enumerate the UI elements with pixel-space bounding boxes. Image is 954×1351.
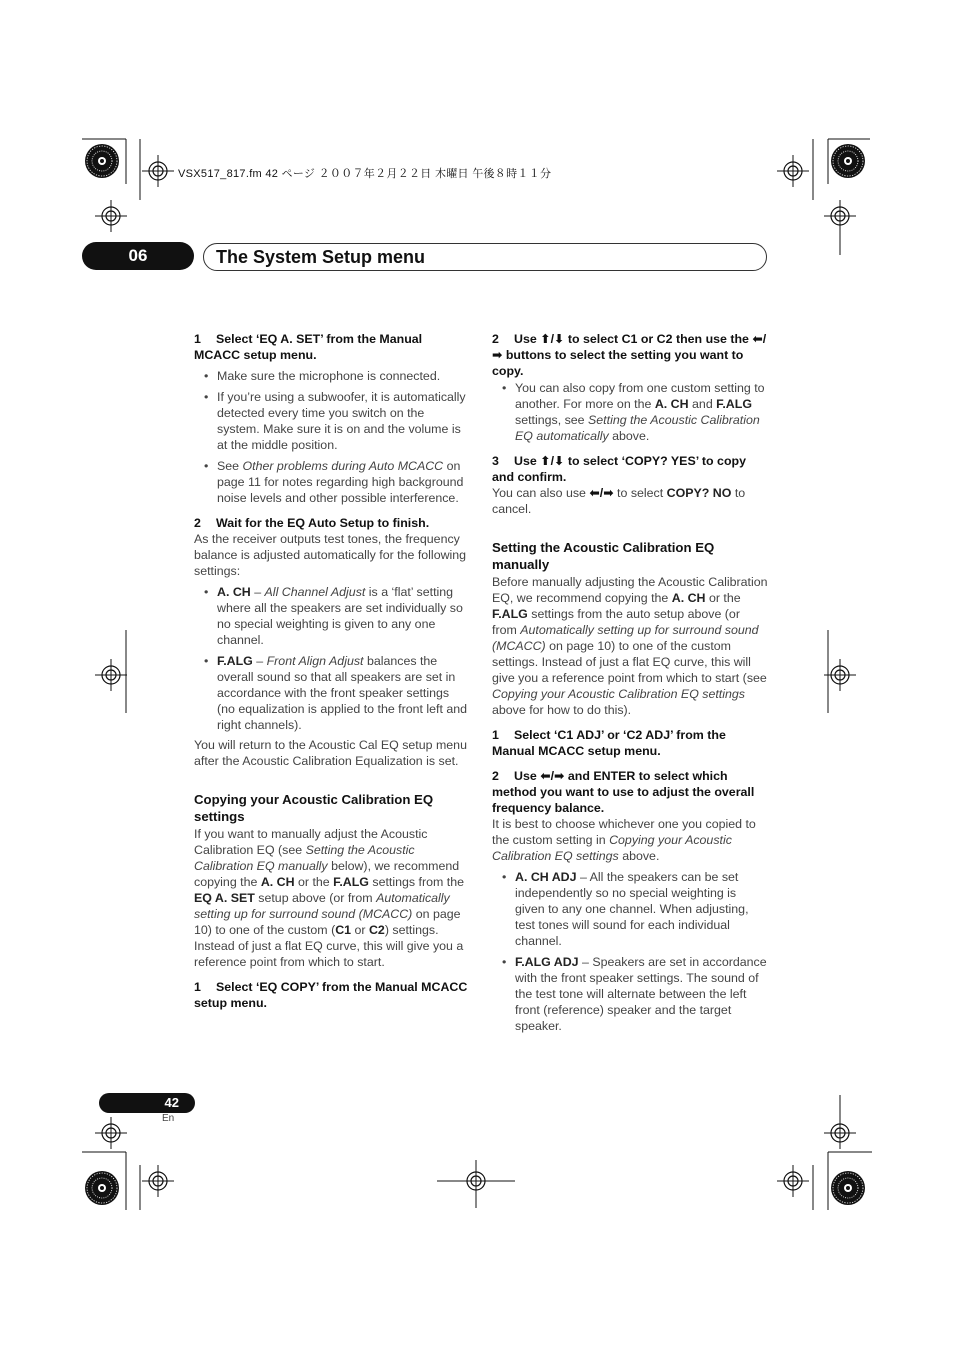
step2-body: As the receiver outputs test tones, the frequency balance is adjusted automatically for the following settings: [194,532,467,578]
list-item: • A. CH ADJ – All the speakers can be set independently so no special weighting is given to any one channel. When adjusting, test tones will sound for each individual channel. [492,869,768,949]
step-select-eq-copy: 1 Select ‘EQ COPY’ from the Manual MCACC setup menu. [194,980,468,1010]
return-text: You will return to the Acoustic Cal EQ setup menu after the Acoustic Calibration Equalization is set. [194,738,467,768]
step2-bullets [492,380,768,444]
step-use-arrows-select-c1-c2: 2 Use ⬆/⬇ to select C1 or C2 then use the ⬅/➡ buttons to select the setting you want to copy. [492,332,767,378]
setting-bullets [194,584,470,733]
manual-body: Before manually adjusting the Acoustic Calibration EQ, we recommend copying the A. CH or the F.ALG settings from the auto setup above (or from Automatically setting up for surround sound (MCACC) on page 10) to one of the custom settings. Instead of just a flat EQ curve, this will give you a reference point from which to start (see Copying your Acoustic Calibration EQ settings above for how to do this). [492,575,768,717]
m-step2-body: It is best to choose whichever one you copied to the custom setting in Copying your Acoustic Calibration EQ settings above. [492,817,756,863]
step1-bullets [194,368,470,506]
step3-body: You can also use ⬅/➡ to select COPY? NO to cancel. [492,486,746,516]
language-label: En [162,1113,175,1124]
step-select-c1-c2-adj: 1 Select ‘C1 ADJ’ or ‘C2 ADJ’ from the Manual MCACC setup menu. [492,728,726,758]
left-column [194,331,470,1011]
list-item: • F.ALG – Front Align Adjust balances the overall sound so that all speakers are set in accordance with the front speaker settings (no equalization is applied to the front left and right channels). [194,653,470,733]
step-wait-eq-auto-setup: 2 Wait for the EQ Auto Setup to finish. [194,516,430,530]
section-heading-manual: Setting the Acoustic Calibration EQ manually [492,540,715,572]
list-item: • F.ALG ADJ – Speakers are set in accordance with the front speaker settings. The sound of the test tone will alternate between the left front (reference) speaker and the target speaker. [492,954,768,1034]
print-file-header: VSX517_817.fm 42 ページ ２００７年２月２２日 木曜日 午後８時１１分 [178,168,552,180]
left-right-arrow-icon: ⬅/➡ [540,769,565,783]
up-down-arrow-icon: ⬆/⬇ [540,332,565,346]
right-column [492,331,768,1034]
left-right-arrow-icon: ⬅/➡ [492,332,767,362]
list-item: • If you’re using a subwoofer, it is automatically detected every time you switch on the system. Make sure it is on and the volume is at the middle position. [194,389,470,453]
list-item: • You can also copy from one custom setting to another. For more on the A. CH and F.ALG settings, see Setting the Acoustic Calibration EQ automatically above. [492,380,768,444]
list-item: • A. CH – All Channel Adjust is a ‘flat’ setting where all the speakers are set individually so no special weighting is given to any one channel. [194,584,470,648]
chapter-number-badge: 06 [82,242,194,270]
list-item: • Make sure the microphone is connected. [194,368,470,384]
adj-bullets [492,869,768,1034]
step-use-arrows-enter: 2 Use ⬅/➡ and ENTER to select which method you want to use to adjust the overall frequency balance. [492,769,755,815]
list-item: • See Other problems during Auto MCACC on page 11 for notes regarding high background noise levels and other possible interference. [194,458,470,506]
section-heading-copying: Copying your Acoustic Calibration EQ settings [194,792,434,824]
step-select-eq-a-set: 1 Select ‘EQ A. SET’ from the Manual MCACC setup menu. [194,332,423,362]
copy-body: If you want to manually adjust the Acoustic Calibration EQ (see Setting the Acoustic Calibration EQ manually below), we recommend copying the A. CH or the F.ALG settings from the EQ A. SET setup above (or from Automatically setting up for surround sound (MCACC) on page 10) to one of the custom (C1 or C2) settings. Instead of just a flat EQ curve, this will give you a reference point from which to start. [194,827,464,969]
step-select-copy-yes: 3 Use ⬆/⬇ to select ‘COPY? YES’ to copy and confirm. [492,454,746,484]
chapter-title: The System Setup menu [216,247,426,267]
left-right-arrow-icon: ⬅/➡ [589,486,614,500]
chapter-title-box [203,243,767,271]
up-down-arrow-icon: ⬆/⬇ [540,454,565,468]
page-number-badge: 42 [99,1093,195,1113]
